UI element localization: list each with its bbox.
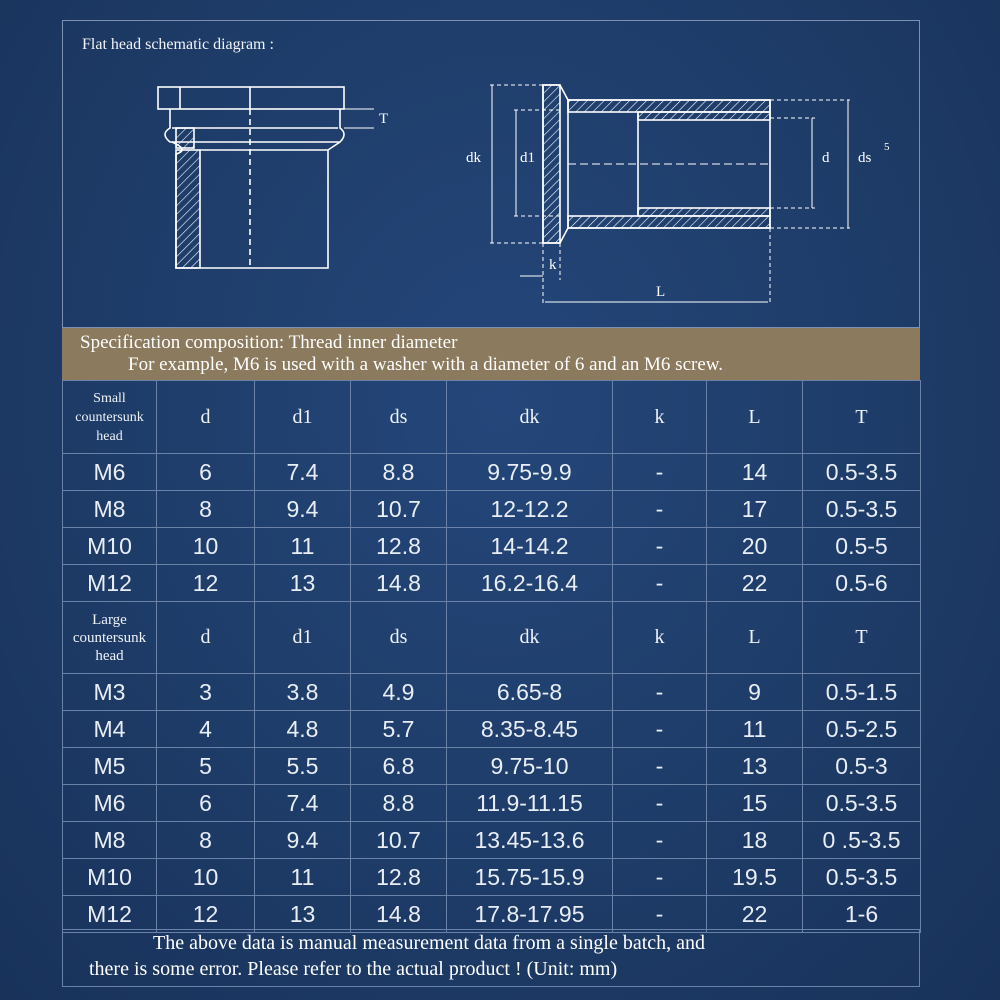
value-cell: - — [613, 822, 707, 859]
section-label: Small countersunk head — [63, 381, 157, 454]
value-cell: 20 — [707, 528, 803, 565]
table-row — [63, 454, 921, 491]
table-row — [63, 896, 921, 933]
footer-note — [62, 929, 920, 987]
table-row — [63, 822, 921, 859]
label-L: L — [656, 284, 666, 300]
value-cell: 8.8 — [351, 785, 447, 822]
value-cell: 9.75-9.9 — [447, 454, 613, 491]
value-cell: 7.4 — [255, 454, 351, 491]
value-cell: 9 — [707, 674, 803, 711]
column-header: d — [157, 381, 255, 454]
banner-line-1: Specification composition: Thread inner diameter — [80, 332, 458, 353]
value-cell: 6 — [157, 785, 255, 822]
value-cell: 0.5-3.5 — [803, 454, 921, 491]
value-cell: 9.4 — [255, 491, 351, 528]
header-row — [63, 602, 921, 674]
value-cell: 18 — [707, 822, 803, 859]
value-cell: 14.8 — [351, 565, 447, 602]
schematic-drawing — [0, 0, 1000, 330]
value-cell: 7.4 — [255, 785, 351, 822]
value-cell: - — [613, 491, 707, 528]
label-dk: dk — [466, 150, 481, 166]
column-header: dk — [447, 381, 613, 454]
label-d: d — [822, 150, 830, 166]
column-header: T — [803, 381, 921, 454]
value-cell: 22 — [707, 896, 803, 933]
column-header: k — [613, 381, 707, 454]
diagram-title: Flat head schematic diagram : — [82, 36, 274, 53]
column-header: L — [707, 381, 803, 454]
value-cell: 8.8 — [351, 454, 447, 491]
value-cell: 15.75-15.9 — [447, 859, 613, 896]
value-cell: 4.9 — [351, 674, 447, 711]
value-cell: - — [613, 674, 707, 711]
value-cell: 6.65-8 — [447, 674, 613, 711]
value-cell: 3 — [157, 674, 255, 711]
table-row — [63, 785, 921, 822]
value-cell: 12 — [157, 896, 255, 933]
value-cell: 13.45-13.6 — [447, 822, 613, 859]
column-header: L — [707, 602, 803, 674]
value-cell: 1-6 — [803, 896, 921, 933]
column-header: k — [613, 602, 707, 674]
table-row — [63, 528, 921, 565]
value-cell: 10.7 — [351, 822, 447, 859]
value-cell: 22 — [707, 565, 803, 602]
label-d1: d1 — [520, 150, 535, 166]
banner-line-2: For example, M6 is used with a washer with a diameter of 6 and an M6 screw. — [128, 354, 724, 375]
side-view — [543, 85, 770, 243]
value-cell: - — [613, 785, 707, 822]
value-cell: 19.5 — [707, 859, 803, 896]
value-cell: 11 — [707, 711, 803, 748]
value-cell: 10 — [157, 859, 255, 896]
value-cell: 12.8 — [351, 528, 447, 565]
table-row — [63, 859, 921, 896]
value-cell: - — [613, 711, 707, 748]
value-cell: - — [613, 896, 707, 933]
label-T: T — [379, 111, 389, 127]
size-cell: M3 — [63, 674, 157, 711]
size-cell: M6 — [63, 785, 157, 822]
column-header: d1 — [255, 602, 351, 674]
value-cell: 12 — [157, 565, 255, 602]
value-cell: 4 — [157, 711, 255, 748]
value-cell: 8 — [157, 822, 255, 859]
section-view — [158, 87, 344, 268]
value-cell: 5 — [157, 748, 255, 785]
value-cell: 10 — [157, 528, 255, 565]
label-ds: ds — [858, 150, 872, 166]
label-ds-superscript: 5 — [884, 141, 890, 153]
value-cell: 14-14.2 — [447, 528, 613, 565]
size-cell: M12 — [63, 565, 157, 602]
value-cell: 0.5-2.5 — [803, 711, 921, 748]
value-cell: 0.5-3.5 — [803, 859, 921, 896]
value-cell: - — [613, 565, 707, 602]
large-head-section — [63, 602, 921, 933]
value-cell: 13 — [255, 896, 351, 933]
value-cell: - — [613, 859, 707, 896]
value-cell: 12-12.2 — [447, 491, 613, 528]
table-row — [63, 748, 921, 785]
size-cell: M8 — [63, 822, 157, 859]
specification-banner — [62, 328, 920, 380]
footer-line-2: there is some error. Please refer to the actual product ! (Unit: mm) — [89, 958, 618, 980]
footer-line-1: The above data is manual measurement data from a single batch, and — [153, 932, 706, 954]
header-row — [63, 381, 921, 454]
value-cell: 0.5-3.5 — [803, 491, 921, 528]
value-cell: 17.8-17.95 — [447, 896, 613, 933]
size-cell: M6 — [63, 454, 157, 491]
value-cell: 11 — [255, 528, 351, 565]
value-cell: 5.7 — [351, 711, 447, 748]
value-cell: - — [613, 748, 707, 785]
value-cell: 17 — [707, 491, 803, 528]
table-row — [63, 674, 921, 711]
value-cell: 5.5 — [255, 748, 351, 785]
value-cell: 6.8 — [351, 748, 447, 785]
value-cell: 11.9-11.15 — [447, 785, 613, 822]
column-header: d1 — [255, 381, 351, 454]
size-cell: M12 — [63, 896, 157, 933]
value-cell: 14 — [707, 454, 803, 491]
value-cell: 12.8 — [351, 859, 447, 896]
size-cell: M5 — [63, 748, 157, 785]
value-cell: 0.5-3 — [803, 748, 921, 785]
value-cell: 0.5-3.5 — [803, 785, 921, 822]
table-row — [63, 711, 921, 748]
column-header: dk — [447, 602, 613, 674]
value-cell: 14.8 — [351, 896, 447, 933]
table-row — [63, 491, 921, 528]
value-cell: - — [613, 528, 707, 565]
value-cell: 16.2-16.4 — [447, 565, 613, 602]
value-cell: 11 — [255, 859, 351, 896]
column-header: d — [157, 602, 255, 674]
value-cell: 0.5-6 — [803, 565, 921, 602]
section-label: Large countersunk head — [63, 602, 157, 674]
label-k: k — [549, 257, 557, 273]
size-cell: M4 — [63, 711, 157, 748]
value-cell: 9.75-10 — [447, 748, 613, 785]
size-cell: M10 — [63, 859, 157, 896]
column-header: ds — [351, 602, 447, 674]
table-row — [63, 565, 921, 602]
value-cell: 8 — [157, 491, 255, 528]
value-cell: 0.5-1.5 — [803, 674, 921, 711]
value-cell: 13 — [707, 748, 803, 785]
spec-table — [62, 380, 921, 933]
value-cell: 13 — [255, 565, 351, 602]
column-header: ds — [351, 381, 447, 454]
small-head-section — [63, 381, 921, 602]
value-cell: 4.8 — [255, 711, 351, 748]
size-cell: M8 — [63, 491, 157, 528]
value-cell: 9.4 — [255, 822, 351, 859]
value-cell: 0.5-5 — [803, 528, 921, 565]
value-cell: 15 — [707, 785, 803, 822]
value-cell: - — [613, 454, 707, 491]
column-header: T — [803, 602, 921, 674]
value-cell: 8.35-8.45 — [447, 711, 613, 748]
value-cell: 6 — [157, 454, 255, 491]
value-cell: 0 .5-3.5 — [803, 822, 921, 859]
size-cell: M10 — [63, 528, 157, 565]
value-cell: 10.7 — [351, 491, 447, 528]
value-cell: 3.8 — [255, 674, 351, 711]
